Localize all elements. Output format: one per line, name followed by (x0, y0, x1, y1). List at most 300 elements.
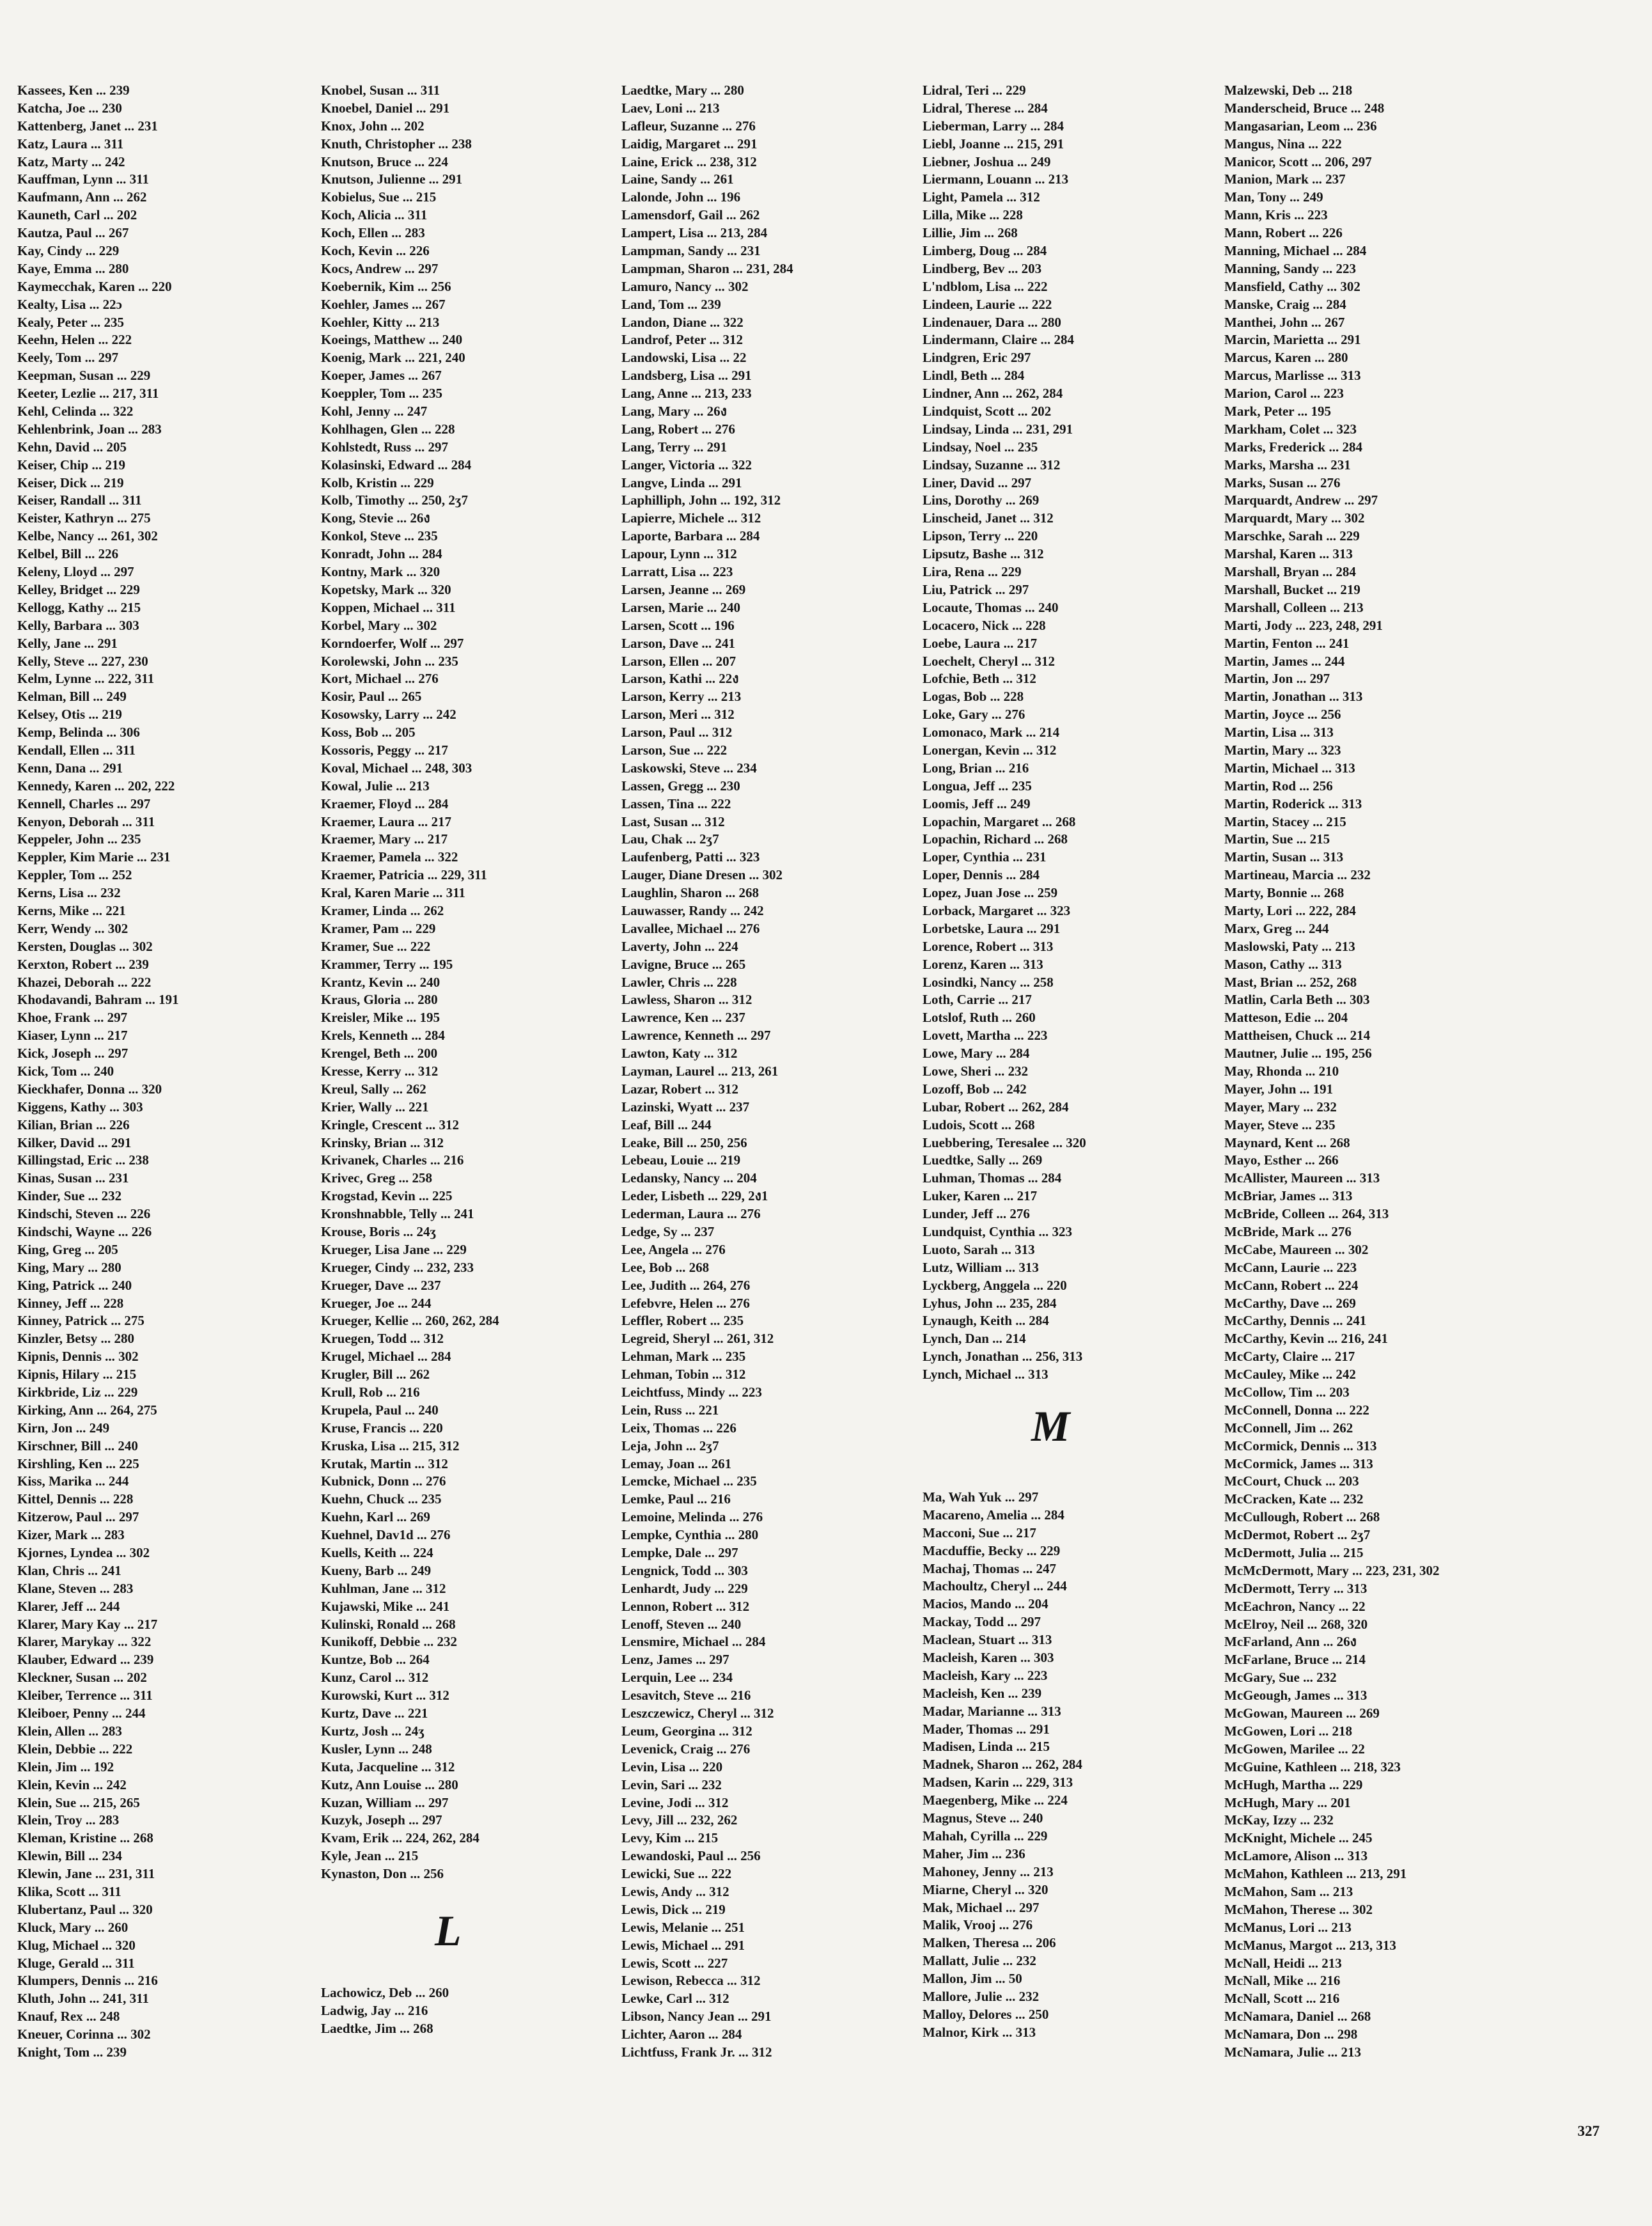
index-entry: Mason, Cathy ... 313 (1224, 956, 1342, 972)
index-entry: Malken, Theresa ... 206 (923, 1935, 1056, 1951)
index-entry: Korolewski, John ... 235 (321, 653, 458, 669)
index-entry: Marty, Bonnie ... 268 (1224, 885, 1344, 901)
index-entry: Lenhardt, Judy ... 229 (621, 1580, 748, 1596)
index-entry: Mark, Peter ... 195 (1224, 404, 1331, 419)
index-entry: Lalonde, John ... 196 (621, 189, 741, 205)
index-entry: Kong, Stevie ... 26ง (321, 510, 430, 526)
index-entry: Lyckberg, Anggela ... 220 (923, 1277, 1067, 1293)
index-entry: Lazinski, Wyatt ... 237 (621, 1099, 750, 1115)
index-entry: Kehn, David ... 205 (17, 439, 127, 455)
index-entry: Kraemer, Floyd ... 284 (321, 796, 449, 811)
index-entry: Lutz, William ... 313 (923, 1259, 1039, 1275)
index-column-5 (1224, 82, 1439, 2062)
index-entry: Kohlhagen, Glen ... 228 (321, 421, 455, 437)
index-entry: Kiggens, Kathy ... 303 (17, 1099, 143, 1115)
index-entry: Long, Brian ... 216 (923, 760, 1029, 776)
index-entry: Knight, Tom ... 239 (17, 2044, 127, 2060)
index-entry: Kerxton, Robert ... 239 (17, 956, 149, 972)
index-entry: McCourt, Chuck ... 203 (1224, 1473, 1359, 1489)
index-entry: Lindermann, Claire ... 284 (923, 332, 1075, 348)
index-entry: Lewis, Michael ... 291 (621, 1937, 745, 1953)
index-entry: Kenn, Dana ... 291 (17, 760, 123, 776)
index-entry: Lofchie, Beth ... 312 (923, 671, 1036, 687)
index-entry: Klarer, Jeff ... 244 (17, 1598, 120, 1614)
index-entry: Lipson, Terry ... 220 (923, 528, 1038, 544)
index-entry: Luoto, Sarah ... 313 (923, 1241, 1035, 1257)
index-entry: Khodavandi, Bahram ... 191 (17, 992, 179, 1008)
index-entry: Larsen, Jeanne ... 269 (621, 581, 746, 597)
index-entry: Laedtke, Jim ... 268 (321, 2020, 433, 2036)
index-entry: Kaye, Emma ... 280 (17, 260, 129, 276)
index-entry: Kinney, Jeff ... 228 (17, 1295, 124, 1311)
index-entry: Krels, Kenneth ... 284 (321, 1028, 445, 1044)
index-entry: Lein, Russ ... 221 (621, 1402, 719, 1418)
index-entry: Kunz, Carol ... 312 (321, 1670, 429, 1686)
index-entry: Lampert, Lisa ... 213, 284 (621, 225, 768, 241)
index-entry: Marti, Jody ... 223, 248, 291 (1224, 617, 1383, 633)
index-entry: McNamara, Daniel ... 268 (1224, 2009, 1371, 2025)
index-entry: Laufenberg, Patti ... 323 (621, 849, 760, 865)
index-entry: Locaute, Thomas ... 240 (923, 599, 1059, 615)
index-entry: McCracken, Kate ... 232 (1224, 1491, 1364, 1507)
index-entry: Larsen, Scott ... 196 (621, 617, 735, 633)
index-entry: McAllister, Maureen ... 313 (1224, 1170, 1380, 1186)
index-entry: McNall, Heidi ... 213 (1224, 1955, 1342, 1971)
index-entry: Levy, Jill ... 232, 262 (621, 1812, 738, 1828)
index-entry: Lorenz, Karen ... 313 (923, 956, 1043, 972)
index-entry: Klein, Kevin ... 242 (17, 1776, 127, 1792)
index-entry: Knutson, Julienne ... 291 (321, 171, 463, 187)
index-entry: Kirshling, Ken ... 225 (17, 1455, 139, 1471)
index-entry: Kvam, Erik ... 224, 262, 284 (321, 1830, 479, 1846)
index-entry: Kelly, Steve ... 227, 230 (17, 653, 148, 669)
index-entry: Kealty, Lisa ... 22ɔ (17, 296, 122, 312)
index-entry: Kleiber, Terrence ... 311 (17, 1688, 153, 1704)
index-entry: Liner, David ... 297 (923, 474, 1032, 490)
index-entry: McGowen, Lori ... 218 (1224, 1723, 1353, 1739)
index-entry: Loomis, Jeff ... 249 (923, 796, 1031, 811)
index-entry: Lemcke, Michael ... 235 (621, 1473, 757, 1489)
index-entry: Keiser, Dick ... 219 (17, 474, 124, 490)
index-entry: Mahoney, Jenny ... 213 (923, 1863, 1054, 1879)
index-entry: Kerns, Mike ... 221 (17, 902, 126, 918)
index-entry: Kleiboer, Penny ... 244 (17, 1705, 146, 1721)
index-entry: McManus, Margot ... 213, 313 (1224, 1937, 1396, 1953)
index-entry: Layman, Laurel ... 213, 261 (621, 1063, 779, 1079)
index-entry: Lins, Dorothy ... 269 (923, 492, 1040, 508)
index-entry: Kitzerow, Paul ... 297 (17, 1509, 139, 1525)
index-entry: Lunder, Jeff ... 276 (923, 1206, 1030, 1222)
index-entry: Krutak, Martin ... 312 (321, 1455, 448, 1471)
index-entry: Loper, Cynthia ... 231 (923, 849, 1047, 865)
index-entry: Lewandoski, Paul ... 256 (621, 1848, 761, 1864)
index-entry: Kirkbride, Liz ... 229 (17, 1384, 138, 1400)
index-entry: Kaymecchak, Karen ... 220 (17, 278, 172, 294)
index-entry: Kontny, Mark ... 320 (321, 564, 440, 580)
index-entry: McKay, Izzy ... 232 (1224, 1812, 1334, 1828)
index-entry: Lang, Anne ... 213, 233 (621, 386, 752, 402)
index-entry: Macios, Mando ... 204 (923, 1596, 1048, 1612)
index-entry: Kerr, Wendy ... 302 (17, 920, 129, 936)
index-entry: Ledansky, Nancy ... 204 (621, 1170, 757, 1186)
index-entry: Markham, Colet ... 323 (1224, 421, 1357, 437)
index-entry: Lamuro, Nancy ... 302 (621, 278, 749, 294)
index-entry: Krueger, Dave ... 237 (321, 1277, 441, 1293)
index-entry: Lynch, Michael ... 313 (923, 1367, 1048, 1383)
index-entry: Kersten, Douglas ... 302 (17, 938, 153, 954)
index-entry: Koval, Michael ... 248, 303 (321, 760, 472, 776)
index-entry: Kelly, Jane ... 291 (17, 635, 118, 651)
index-entry: Khoe, Frank ... 297 (17, 1010, 128, 1026)
index-entry: Lampman, Sandy ... 231 (621, 243, 761, 259)
index-entry: Kronshnabble, Telly ... 241 (321, 1206, 474, 1222)
index-entry: Koeings, Matthew ... 240 (321, 332, 463, 348)
index-column-4 (923, 82, 1086, 2042)
index-entry: Lemke, Paul ... 216 (621, 1491, 731, 1507)
index-entry: Klewin, Bill ... 234 (17, 1848, 122, 1864)
index-entry: Lonergan, Kevin ... 312 (923, 742, 1057, 758)
index-entry: Kopetsky, Mark ... 320 (321, 581, 451, 597)
index-entry: Manning, Michael ... 284 (1224, 243, 1367, 259)
index-entry: Lillie, Jim ... 268 (923, 225, 1018, 241)
index-entry: Knobel, Susan ... 311 (321, 82, 440, 98)
index-entry: Kelley, Bridget ... 229 (17, 581, 140, 597)
index-entry: Madnek, Sharon ... 262, 284 (923, 1757, 1082, 1773)
index-entry: Kyle, Jean ... 215 (321, 1848, 419, 1864)
index-entry: Knox, John ... 202 (321, 118, 425, 134)
index-entry: Manthei, John ... 267 (1224, 314, 1345, 330)
index-entry: Lemoine, Melinda ... 276 (621, 1509, 763, 1525)
index-entry: Kruska, Lisa ... 215, 312 (321, 1438, 460, 1454)
index-entry: Marx, Greg ... 244 (1224, 920, 1329, 936)
index-entry: Lundquist, Cynthia ... 323 (923, 1224, 1073, 1239)
index-entry: Lorence, Robert ... 313 (923, 938, 1054, 954)
index-entry: Lavigne, Bruce ... 265 (621, 956, 746, 972)
index-entry: Klauber, Edward ... 239 (17, 1652, 154, 1668)
index-entry: Kirschner, Bill ... 240 (17, 1438, 138, 1454)
index-entry: Kraemer, Mary ... 217 (321, 831, 448, 847)
index-entry: May, Rhonda ... 210 (1224, 1063, 1339, 1079)
index-entry: Machaj, Thomas ... 247 (923, 1560, 1057, 1576)
index-entry: Manderscheid, Bruce ... 248 (1224, 100, 1385, 116)
index-entry: Lauwasser, Randy ... 242 (621, 902, 764, 918)
index-entry: McGowan, Maureen ... 269 (1224, 1705, 1380, 1721)
index-entry: Kulinski, Ronald ... 268 (321, 1616, 456, 1632)
index-entry: Kelbe, Nancy ... 261, 302 (17, 528, 158, 544)
index-entry: Leszczewicz, Cheryl ... 312 (621, 1705, 774, 1721)
index-entry: Kauneth, Carl ... 202 (17, 207, 137, 223)
index-entry: Koebernik, Kim ... 256 (321, 278, 451, 294)
index-entry: Lynaugh, Keith ... 284 (923, 1313, 1049, 1329)
index-entry: Lipsutz, Bashe ... 312 (923, 546, 1044, 562)
index-entry: Madsen, Karin ... 229, 313 (923, 1775, 1073, 1791)
index-entry: Martin, Rod ... 256 (1224, 778, 1333, 794)
index-entry: Krantz, Kevin ... 240 (321, 974, 440, 990)
index-entry: Kelbel, Bill ... 226 (17, 546, 119, 562)
index-entry: Kuta, Jacqueline ... 312 (321, 1759, 455, 1775)
index-entry: Kunikoff, Debbie ... 232 (321, 1634, 457, 1650)
index-entry: Klein, Allen ... 283 (17, 1723, 122, 1739)
index-entry: Leffler, Robert ... 235 (621, 1313, 744, 1329)
index-entry: Lindsay, Suzanne ... 312 (923, 457, 1061, 473)
index-entry: Martin, Sue ... 215 (1224, 831, 1330, 847)
index-entry: Lindsay, Noel ... 235 (923, 439, 1038, 455)
index-entry: Liu, Patrick ... 297 (923, 581, 1029, 597)
index-entry: Kossoris, Peggy ... 217 (321, 742, 448, 758)
index-entry: Mautner, Julie ... 195, 256 (1224, 1046, 1372, 1062)
index-entry: Lang, Mary ... 26ง (621, 404, 727, 419)
index-entry: McCarthy, Dave ... 269 (1224, 1295, 1356, 1311)
index-entry: McMahon, Kathleen ... 213, 291 (1224, 1866, 1407, 1882)
index-entry: Kuells, Keith ... 224 (321, 1545, 433, 1561)
index-entry: Luedtke, Sally ... 269 (923, 1152, 1043, 1168)
index-entry: King, Greg ... 205 (17, 1241, 118, 1257)
index-entry: McCauley, Mike ... 242 (1224, 1367, 1356, 1383)
index-entry: Kerns, Lisa ... 232 (17, 885, 121, 901)
index-entry: Marks, Susan ... 276 (1224, 474, 1341, 490)
index-entry: Landon, Diane ... 322 (621, 314, 744, 330)
index-entry: Kowal, Julie ... 213 (321, 778, 430, 794)
index-entry: Larson, Ellen ... 207 (621, 653, 736, 669)
index-entry: Mangasarian, Leom ... 236 (1224, 118, 1377, 134)
index-entry: Kresse, Kerry ... 312 (321, 1063, 439, 1079)
index-entry: Longua, Jeff ... 235 (923, 778, 1032, 794)
index-entry: Marquardt, Mary ... 302 (1224, 510, 1365, 526)
index-entry: Kinney, Patrick ... 275 (17, 1313, 144, 1329)
index-entry: Marshal, Karen ... 313 (1224, 546, 1353, 562)
index-entry: Lozoff, Bob ... 242 (923, 1081, 1027, 1097)
index-entry: Lempke, Cynthia ... 280 (621, 1527, 759, 1543)
index-entry: Lewison, Rebecca ... 312 (621, 1973, 761, 1989)
index-entry: Lewicki, Sue ... 222 (621, 1866, 732, 1882)
index-entry: Liebner, Joshua ... 249 (923, 153, 1051, 169)
index-entry: Knauf, Rex ... 248 (17, 2009, 120, 2025)
index-entry: Locacero, Nick ... 228 (923, 617, 1046, 633)
index-entry: Landsberg, Lisa ... 291 (621, 368, 752, 384)
index-entry: Kehlenbrink, Joan ... 283 (17, 421, 162, 437)
index-entry: Mann, Kris ... 223 (1224, 207, 1328, 223)
index-entry: Lewis, Melanie ... 251 (621, 1919, 745, 1935)
index-entry: Marshall, Bryan ... 284 (1224, 564, 1356, 580)
index-entry: Kynaston, Don ... 256 (321, 1866, 444, 1882)
index-entry: Kurtz, Dave ... 221 (321, 1705, 428, 1721)
index-entry: McManus, Lori ... 213 (1224, 1919, 1352, 1935)
index-entry: Kelm, Lynne ... 222, 311 (17, 671, 155, 687)
index-entry: Kurowski, Kurt ... 312 (321, 1688, 449, 1704)
index-entry: Martin, Joyce ... 256 (1224, 707, 1341, 723)
index-entry: Keppeler, John ... 235 (17, 831, 141, 847)
index-entry: Keleny, Lloyd ... 297 (17, 564, 134, 580)
index-entry: Limberg, Doug ... 284 (923, 243, 1047, 259)
index-entry: Legreid, Sheryl ... 261, 312 (621, 1331, 774, 1347)
index-entry: Klug, Michael ... 320 (17, 1937, 136, 1953)
index-entry: Lopachin, Margaret ... 268 (923, 813, 1076, 829)
index-entry: Larratt, Lisa ... 223 (621, 564, 733, 580)
index-entry: Kutz, Ann Louise ... 280 (321, 1776, 458, 1792)
index-entry: McCarty, Claire ... 217 (1224, 1349, 1355, 1365)
index-entry: Laidig, Margaret ... 291 (621, 136, 758, 152)
index-entry: Kick, Joseph ... 297 (17, 1046, 129, 1062)
index-entry: Kemp, Belinda ... 306 (17, 725, 140, 741)
index-entry: Koch, Alicia ... 311 (321, 207, 428, 223)
index-entry: Krivec, Greg ... 258 (321, 1170, 432, 1186)
index-entry: Lorback, Margaret ... 323 (923, 902, 1071, 918)
index-entry: Martin, Roderick ... 313 (1224, 796, 1362, 811)
section-letter-l: L (435, 1906, 462, 1955)
index-entry: Laughlin, Sharon ... 268 (621, 885, 759, 901)
index-entry: Losindki, Nancy ... 258 (923, 974, 1054, 990)
index-entry: Krinsky, Brian ... 312 (321, 1134, 444, 1150)
index-entry: Martin, Jonathan ... 313 (1224, 689, 1363, 705)
index-entry: Krivanek, Charles ... 216 (321, 1152, 464, 1168)
index-entry: Lieberman, Larry ... 284 (923, 118, 1064, 134)
index-entry: Kolasinski, Edward ... 284 (321, 457, 472, 473)
index-entry: Langve, Linda ... 291 (621, 474, 742, 490)
index-entry: Kolb, Timothy ... 250, 2ʒ7 (321, 492, 468, 508)
index-entry: McGeough, James ... 313 (1224, 1688, 1368, 1704)
index-entry: Kilian, Brian ... 226 (17, 1117, 130, 1133)
index-entry: Ladwig, Jay ... 216 (321, 2002, 428, 2018)
index-entry: Macleish, Karen ... 303 (923, 1650, 1054, 1666)
index-entry: Luker, Karen ... 217 (923, 1188, 1038, 1204)
index-entry: Lehman, Mark ... 235 (621, 1349, 746, 1365)
index-entry: Lichter, Aaron ... 284 (621, 2026, 742, 2042)
index-entry: Koppen, Michael ... 311 (321, 599, 456, 615)
index-entry: Lang, Terry ... 291 (621, 439, 728, 455)
index-entry: Marks, Marsha ... 231 (1224, 457, 1351, 473)
index-entry: Kattenberg, Janet ... 231 (17, 118, 158, 134)
index-entry: Kneuer, Corinna ... 302 (17, 2026, 151, 2042)
section-letter-m: M (1031, 1402, 1071, 1451)
index-entry: McCann, Laurie ... 223 (1224, 1259, 1357, 1275)
index-entry: Mayo, Esther ... 266 (1224, 1152, 1339, 1168)
index-entry: L'ndblom, Lisa ... 222 (923, 278, 1048, 294)
index-entry: Kramer, Pam ... 229 (321, 920, 436, 936)
index-entry: Lindl, Beth ... 284 (923, 368, 1025, 384)
index-entry: Kujawski, Mike ... 241 (321, 1598, 450, 1614)
index-entry: Keely, Tom ... 297 (17, 350, 119, 366)
index-entry: McHugh, Mary ... 201 (1224, 1794, 1351, 1810)
index-entry: Keiser, Chip ... 219 (17, 457, 125, 473)
index-entry: Lewis, Andy ... 312 (621, 1883, 729, 1899)
index-entry: Landrof, Peter ... 312 (621, 332, 743, 348)
index-entry: Marshall, Colleen ... 213 (1224, 599, 1364, 615)
index-entry: Leder, Lisbeth ... 229, 2ง1 (621, 1188, 768, 1204)
index-entry: Malloy, Delores ... 250 (923, 2006, 1049, 2022)
index-entry: Kleman, Kristine ... 268 (17, 1830, 153, 1846)
index-entry: McNamara, Don ... 298 (1224, 2026, 1358, 2042)
index-entry: Mann, Robert ... 226 (1224, 225, 1343, 241)
index-entry: Liermann, Louann ... 213 (923, 171, 1069, 187)
index-entry: Keehn, Helen ... 222 (17, 332, 132, 348)
index-entry: Mader, Thomas ... 291 (923, 1721, 1050, 1737)
index-entry: McBride, Mark ... 276 (1224, 1224, 1352, 1239)
index-entry: Lindeen, Laurie ... 222 (923, 296, 1052, 312)
index-entry: Lindenauer, Dara ... 280 (923, 314, 1061, 330)
index-entry: King, Patrick ... 240 (17, 1277, 132, 1293)
index-entry: Linscheid, Janet ... 312 (923, 510, 1054, 526)
index-column-3 (621, 82, 793, 2062)
index-entry: McNall, Mike ... 216 (1224, 1973, 1341, 1989)
index-entry: Mangus, Nina ... 222 (1224, 136, 1342, 152)
index-entry: Mallatt, Julie ... 232 (923, 1953, 1036, 1969)
index-entry: Luebbering, Teresalee ... 320 (923, 1134, 1086, 1150)
index-entry: McConnell, Jim ... 262 (1224, 1420, 1353, 1436)
index-entry: Kendall, Ellen ... 311 (17, 742, 136, 758)
index-entry: Kuntze, Bob ... 264 (321, 1652, 430, 1668)
index-entry: Lomonaco, Mark ... 214 (923, 725, 1060, 741)
index-entry: McMahon, Sam ... 213 (1224, 1883, 1353, 1899)
index-entry: Lorbetske, Laura ... 291 (923, 920, 1061, 936)
index-entry: Magnus, Steve ... 240 (923, 1810, 1043, 1826)
index-entry: McCabe, Maureen ... 302 (1224, 1241, 1369, 1257)
index-entry: Levine, Jodi ... 312 (621, 1794, 729, 1810)
index-entry: Klein, Sue ... 215, 265 (17, 1794, 140, 1810)
index-entry: Laine, Erick ... 238, 312 (621, 153, 757, 169)
index-entry: Kelly, Barbara ... 303 (17, 617, 139, 633)
index-entry: Lichtfuss, Frank Jr. ... 312 (621, 2044, 772, 2060)
index-entry: Lassen, Gregg ... 230 (621, 778, 740, 794)
index-entry: Mahah, Cyrilla ... 229 (923, 1828, 1048, 1844)
index-entry: Klumpers, Dennis ... 216 (17, 1973, 158, 1989)
index-entry: Madar, Marianne ... 313 (923, 1703, 1061, 1719)
index-entry: Kruse, Francis ... 220 (321, 1420, 443, 1436)
index-entry: Klika, Scott ... 311 (17, 1883, 121, 1899)
index-entry: Maegenberg, Mike ... 224 (923, 1792, 1068, 1808)
index-entry: Kuehn, Chuck ... 235 (321, 1491, 442, 1507)
index-entry: Lehman, Tobin ... 312 (621, 1367, 746, 1383)
index-entry: Malik, Vrooj ... 276 (923, 1917, 1033, 1933)
index-entry: Krueger, Lisa Jane ... 229 (321, 1241, 467, 1257)
index-entry: Kringle, Crescent ... 312 (321, 1117, 459, 1133)
index-entry: Kirking, Ann ... 264, 275 (17, 1402, 157, 1418)
index-entry: Kauffman, Lynn ... 311 (17, 171, 149, 187)
index-entry: Loth, Carrie ... 217 (923, 992, 1032, 1008)
index-entry: Lowe, Mary ... 284 (923, 1046, 1030, 1062)
index-entry: Lindberg, Bev ... 203 (923, 260, 1042, 276)
index-entry: Kocs, Andrew ... 297 (321, 260, 439, 276)
index-entry: Lawler, Chris ... 228 (621, 974, 737, 990)
index-entry: Kautza, Paul ... 267 (17, 225, 129, 241)
index-entry: Klarer, Mary Kay ... 217 (17, 1616, 158, 1632)
index-entry: Laine, Sandy ... 261 (621, 171, 734, 187)
index-entry: Marshall, Bucket ... 219 (1224, 581, 1360, 597)
index-entry: Larson, Kerry ... 213 (621, 689, 742, 705)
index-entry: Macareno, Amelia ... 284 (923, 1507, 1064, 1523)
index-entry: Lapierre, Michele ... 312 (621, 510, 761, 526)
index-entry: Martin, Mary ... 323 (1224, 742, 1341, 758)
index-entry: Loke, Gary ... 276 (923, 707, 1025, 723)
index-entry: Lewis, Scott ... 227 (621, 1955, 728, 1971)
index-entry: Kral, Karen Marie ... 311 (321, 885, 465, 901)
index-entry: Kelsey, Otis ... 219 (17, 707, 122, 723)
index-entry: McCullough, Robert ... 268 (1224, 1509, 1380, 1525)
index-entry: Mattheisen, Chuck ... 214 (1224, 1028, 1371, 1044)
index-entry: Lederman, Laura ... 276 (621, 1206, 761, 1222)
index-entry: Kittel, Dennis ... 228 (17, 1491, 134, 1507)
index-entry: Mak, Michael ... 297 (923, 1899, 1040, 1915)
index-entry: Ledge, Sy ... 237 (621, 1224, 715, 1239)
index-entry: Lawton, Katy ... 312 (621, 1046, 738, 1062)
index-entry: Marcus, Marlisse ... 313 (1224, 368, 1361, 384)
index-entry: Lavallee, Michael ... 276 (621, 920, 760, 936)
index-entry: Mallore, Julie ... 232 (923, 1988, 1040, 2004)
index-entry: Katz, Laura ... 311 (17, 136, 124, 152)
index-entry: McCollow, Tim ... 203 (1224, 1384, 1350, 1400)
index-entry: Koenig, Mark ... 221, 240 (321, 350, 465, 366)
index-entry: Leix, Thomas ... 226 (621, 1420, 736, 1436)
index-entry: Kick, Tom ... 240 (17, 1063, 114, 1079)
